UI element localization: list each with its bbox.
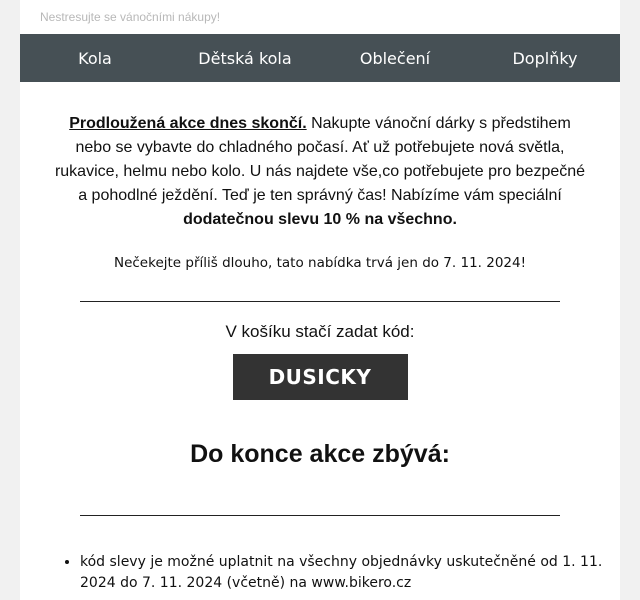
intro-body: Nakupte vánoční dárky s předstihem nebo se vybavte do chladného počasí. Ať už potřebujete nová světla, rukavice, helmu nebo kolo. U nás najdete vše,co potřebujete pro bezpečné a pohodlné ježdění. Teď je ten správný čas! Nabízíme vám speciální <box>54 115 586 204</box>
code-label: V košíku stačí zadat kód: <box>225 322 415 341</box>
divider <box>80 515 560 516</box>
main-nav <box>20 34 620 82</box>
intro-lead[interactable]: Prodloužená akce dnes skončí. <box>69 115 307 132</box>
countdown-title: Do konce akce zbývá: <box>190 440 450 468</box>
discount-code-box: DUSICKY <box>233 354 408 400</box>
email-container <box>20 0 620 600</box>
intro-highlight: dodatečnou slevu 10 % na všechno. <box>183 211 457 228</box>
preheader-text: Nestresujte se vánočními nákupy! <box>40 10 221 24</box>
terms-list <box>20 552 620 594</box>
nav-item-obleceni[interactable]: Oblečení <box>359 48 431 68</box>
list-item: • kód slevy je možné uplatnit na všechny objednávky uskutečněné od 1. 11. 2024 do 7. 11. 2024 (včetně) na www.bikero.cz <box>80 552 620 594</box>
nav-item-detska-kola[interactable]: Dětská kola <box>198 48 292 68</box>
nav-item-kola[interactable]: Kola <box>78 48 112 68</box>
divider <box>80 301 560 302</box>
intro-paragraph <box>50 112 590 232</box>
deadline-text: Nečekejte příliš dlouho, tato nabídka trvá jen do 7. 11. 2024! <box>113 255 527 271</box>
nav-item-doplnky[interactable]: Doplňky <box>512 48 578 68</box>
